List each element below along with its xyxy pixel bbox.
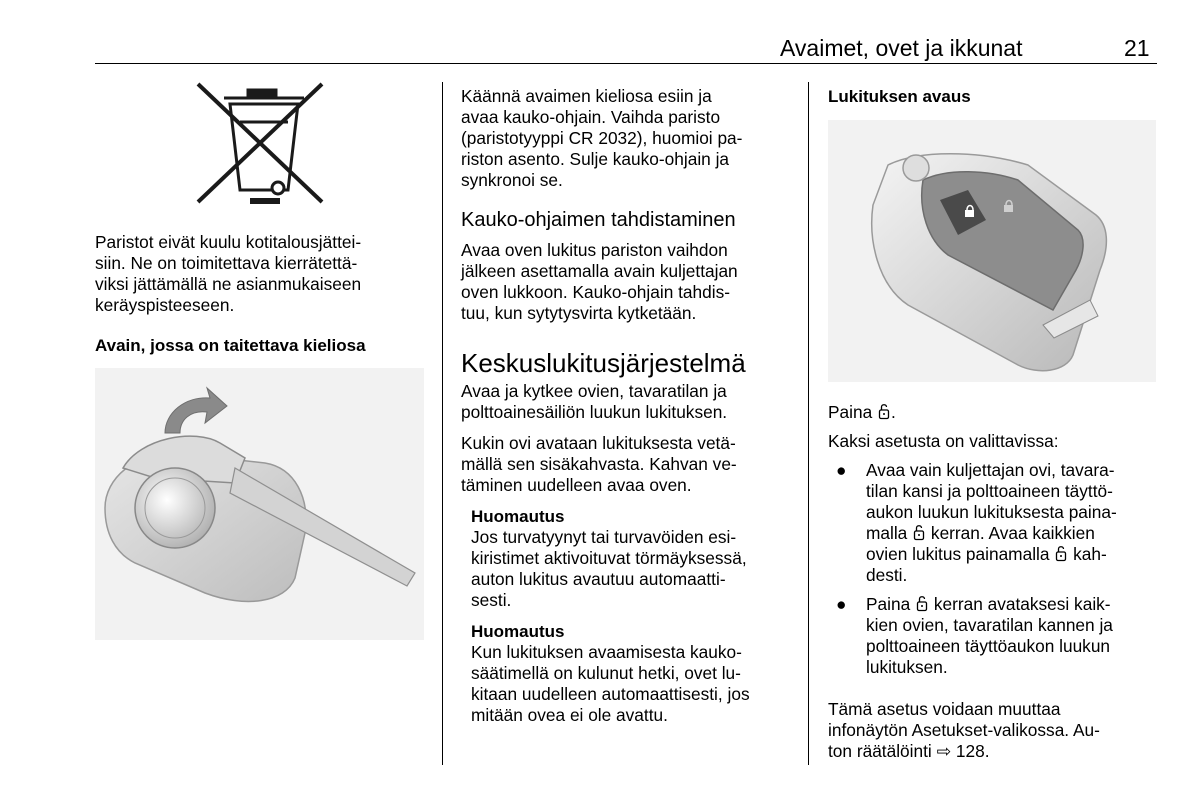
column-separator-1 (442, 82, 443, 765)
press-period: . (891, 402, 896, 422)
unlock-icon (1055, 545, 1067, 562)
key-heading: Avain, jossa on taitettava kieliosa (95, 336, 366, 355)
press-instruction (828, 402, 1158, 423)
bullet-2 (828, 594, 1158, 678)
note-1 (461, 506, 796, 611)
note-1-title: Huomautus (471, 507, 565, 526)
bullet-dot: ● (836, 460, 847, 480)
bullet-1-text-b: kerran. Avaa kaikkien ovien lukitus painamalla (866, 523, 1095, 564)
bullet-1-text-c: kah- desti. (866, 544, 1107, 585)
column-separator-2 (808, 82, 809, 765)
key-battery-illustration (95, 368, 424, 640)
recycle-text: Paristot eivät kuulu kotitalousjättei- siin. Ne on toimitettava kierrätettä- viksi jättämällä ne asianmukaiseen keräyspisteeseen. (95, 232, 362, 315)
final-text-body: Tämä asetus voidaan muuttaa infonäytön Asetukset-valikossa. Au- ton räätälöinti (828, 699, 1100, 761)
options-text: Kaksi asetusta on valittavissa: (828, 431, 1059, 451)
header-rule (95, 63, 1157, 64)
crossed-bin-icon (190, 82, 330, 207)
note-2 (461, 621, 796, 726)
note-1-text: Jos turvatyynyt tai turvavöiden esi- kiristimet aktivoituvat törmäyksessä, auton lukitus avautuu automaatti- sesti. (471, 527, 747, 610)
bullet-2-text-b: kerran avataksesi kaik- kien ovien, tavaratilan kannen ja polttoaineen täyttöaukon luukun lukituksen. (866, 594, 1113, 677)
final-text (828, 699, 1100, 761)
sync-text: Avaa oven lukitus pariston vaihdon jälkeen asettamalla avain kuljettajan oven lukkoon. Kauko-ohjain tahdis- tuu, kun sytytysvirta kytketään. (461, 240, 738, 323)
battery-change-text: Käännä avaimen kieliosa esiin ja avaa kauko-ohjain. Vaihda paristo (paristotyyppi CR 2032), huomioi pa- riston asento. Sulje kauko-ohjain ja synkronoi se. (461, 86, 743, 190)
central-locking-text-2: Kukin ovi avataan lukituksesta vetä- mällä sen sisäkahvasta. Kahvan ve- täminen uudelleen avaa oven. (461, 433, 737, 495)
bullet-1 (828, 460, 1158, 586)
unlock-icon (913, 524, 925, 541)
remote-key-illustration (828, 120, 1156, 382)
bullet-2-text-a: Paina (866, 594, 911, 614)
unlock-heading: Lukituksen avaus (828, 87, 971, 106)
cross-reference-page[interactable]: 128. (955, 741, 990, 761)
note-2-title: Huomautus (471, 622, 565, 641)
bullet-1-text-a: Avaa vain kuljettajan ovi, tavara- tilan kansi ja polttoaineen täyttö- aukon luukun lukituksesta paina- malla (866, 460, 1117, 543)
press-text: Paina (828, 402, 873, 422)
cross-reference-arrow-icon: ⇨ (936, 741, 952, 761)
central-locking-text-1: Avaa ja kytkee ovien, tavaratilan ja polttoainesäiliön luukun lukituksen. (461, 381, 728, 422)
unlock-icon (878, 403, 890, 420)
page-number: 21 (1124, 35, 1150, 61)
note-2-text: Kun lukituksen avaamisesta kauko- säätimellä on kulunut hetki, ovet lu- kitaan uudelleen automaattisesti, jos mitään ovea ei ole avattu. (471, 642, 750, 725)
central-locking-heading: Keskuslukitusjärjestelmä (461, 348, 746, 378)
running-header-title: Avaimet, ovet ja ikkunat (780, 35, 1023, 61)
unlock-icon (916, 595, 928, 612)
bullet-dot: ● (836, 594, 847, 614)
sync-heading: Kauko-ohjaimen tahdistaminen (461, 209, 736, 231)
